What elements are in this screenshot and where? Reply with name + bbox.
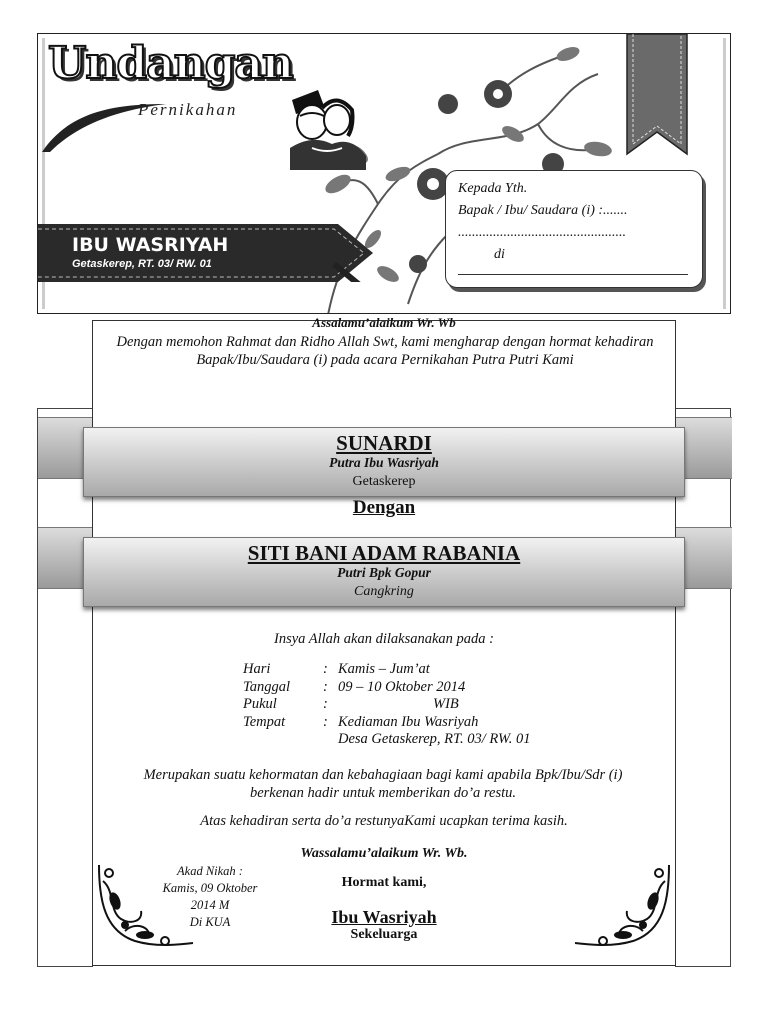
- recipient-line-2: Bapak / Ibu/ Saudara (i) :.......: [458, 203, 628, 218]
- ribbon-tag-icon: [625, 34, 689, 159]
- groom-band: [83, 427, 685, 497]
- bride-parent: Putri Bpk Gopur: [337, 565, 431, 580]
- groom-parent: Putra Ibu Wasriyah: [329, 455, 439, 470]
- invitation-body: [92, 315, 676, 966]
- groom-place: Getaskerep: [352, 474, 416, 489]
- detail-label: Tempat: [243, 713, 286, 730]
- host-banner: [38, 224, 373, 282]
- event-intro: Insya Allah akan dilaksanakan pada :: [273, 631, 495, 647]
- corner-ornament-left-icon: [95, 861, 195, 949]
- envelope-card: [37, 33, 731, 314]
- opening-text: Dengan memohon Rahmat dan Ridho Allah Swt, kami mengharap dengan hormat kehadiran Bapak/Ibu/Saudara (i) pada acara Pernikahan Putra Putri Kami: [116, 334, 654, 368]
- bride-band: [83, 537, 685, 607]
- detail-value: Desa Getaskerep, RT. 03/ RW. 01: [338, 731, 531, 747]
- recipient-line-3: ................................................: [458, 225, 626, 240]
- detail-label: Tanggal: [243, 678, 291, 695]
- closing-text: Merupakan suatu kehormatan dan kebahagiaan bagi kami apabila Bpk/Ibu/Sdr (i) berkenan hadir untuk memberikan do’a restu.: [143, 767, 623, 801]
- detail-separator: :: [323, 661, 328, 677]
- corner-ornament-right-icon: [573, 861, 673, 949]
- recipient-line-4: di: [494, 247, 505, 262]
- detail-label: Pukul: [243, 696, 277, 712]
- invitation-subtitle: Pernikahan: [138, 100, 238, 119]
- detail-value: Kediaman Ibu Wasriyah: [338, 713, 479, 730]
- thanks-text: Atas kehadiran serta do’a restunyaKami ucapkan terima kasih.: [200, 813, 568, 829]
- bride-name: SITI BANI ADAM RABANIA: [247, 541, 521, 565]
- akad-line-3: 2014 M: [190, 898, 230, 912]
- akad-line-2: Kamis, 09 Oktober: [162, 881, 258, 895]
- regards-text: Hormat kami,: [341, 875, 427, 890]
- detail-separator: :: [323, 696, 328, 712]
- signature-name: Ibu Wasriyah: [331, 907, 437, 927]
- recipient-line-1: Kepada Yth.: [458, 181, 528, 196]
- host-address: Getaskerep, RT. 03/ RW. 01: [72, 258, 212, 270]
- couple-illustration-icon: [282, 86, 372, 176]
- bride-place: Cangkring: [354, 584, 414, 599]
- recipient-box: [445, 170, 703, 288]
- detail-separator: :: [323, 713, 328, 730]
- conjunction-text: Dengan: [352, 497, 416, 518]
- detail-value: WIB: [433, 696, 459, 712]
- invitation-title: Undangan: [48, 38, 293, 89]
- groom-name: SUNARDI: [336, 431, 432, 455]
- greeting: Assalamu’alaikum Wr. Wb: [312, 315, 456, 330]
- recipient-blank-line: [458, 274, 688, 275]
- detail-separator: :: [323, 678, 328, 695]
- detail-value: Kamis – Jum’at: [338, 661, 430, 677]
- host-name: IBU WASRIYAH: [72, 234, 229, 256]
- detail-value: 09 – 10 Oktober 2014: [338, 678, 466, 695]
- farewell: Wassalamu’alaikum Wr. Wb.: [300, 846, 468, 861]
- signature-family: Sekeluarga: [350, 927, 418, 942]
- akad-line-4: Di KUA: [189, 915, 231, 929]
- akad-line-1: Akad Nikah :: [177, 864, 243, 878]
- detail-label: Hari: [243, 661, 271, 677]
